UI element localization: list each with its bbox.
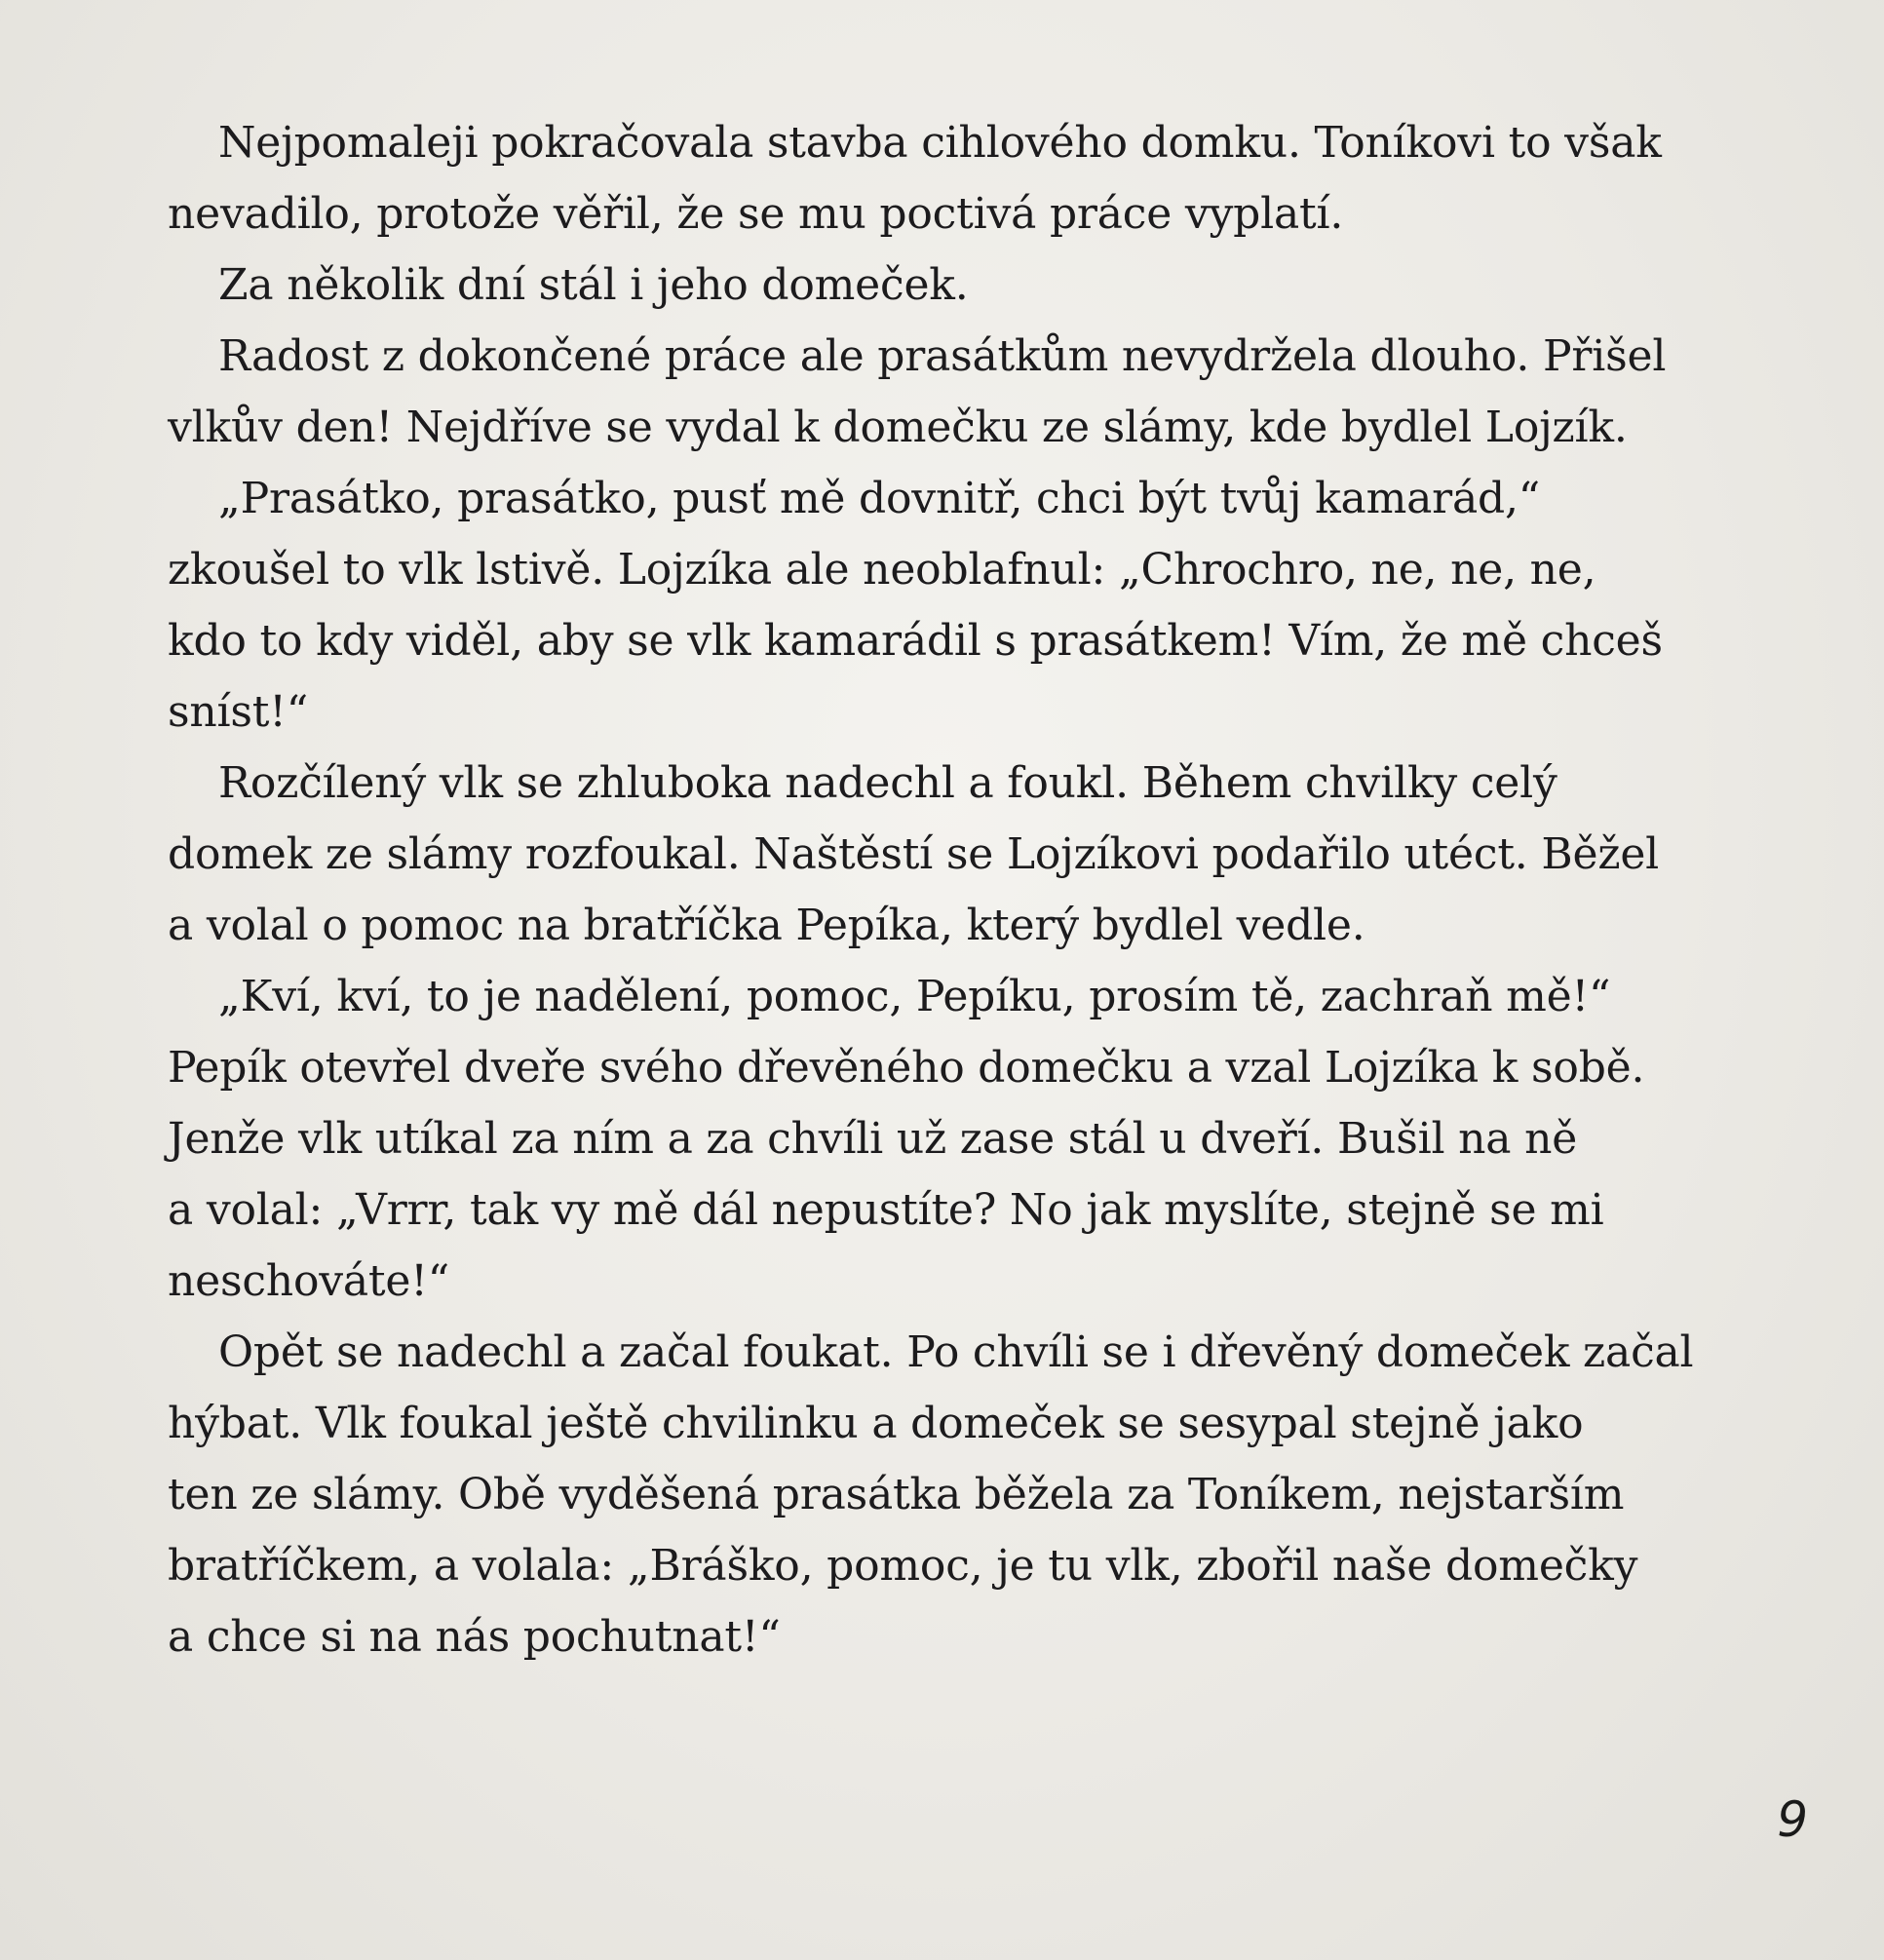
text-line: Nejpomaleji pokračovala stavba cihlového domku. Toníkovi to však bbox=[218, 118, 1662, 168]
text-line: sníst!“ bbox=[168, 687, 309, 737]
text-line: Za několik dní stál i jeho domeček. bbox=[218, 260, 969, 310]
text-line: Rozčílený vlk se zhluboka nadechl a foukl. Během chvilky celý bbox=[218, 758, 1557, 808]
text-line: ten ze slámy. Obě vyděšená prasátka běžela za Toníkem, nejstarším bbox=[168, 1470, 1625, 1519]
text-line: domek ze slámy rozfoukal. Naštěstí se Lojzíkovi podařilo utéct. Běžel bbox=[168, 829, 1660, 879]
text-line: zkoušel to vlk lstivě. Lojzíka ale neoblafnul: „Chrochro, ne, ne, ne, bbox=[168, 545, 1596, 595]
text-line: vlkův den! Nejdříve se vydal k domečku ze slámy, kde bydlel Lojzík. bbox=[168, 403, 1628, 452]
text-line: a volal: „Vrrr, tak vy mě dál nepustíte? No jak myslíte, stejně se mi bbox=[168, 1185, 1604, 1235]
text-line: Opět se nadechl a začal foukat. Po chvíli se i dřevěný domeček začal bbox=[218, 1327, 1694, 1377]
text-line: Jenže vlk utíkal za ním a za chvíli už zase stál u dveří. Bušil na ně bbox=[168, 1114, 1578, 1164]
text-line: Pepík otevřel dveře svého dřevěného domečku a vzal Lojzíka k sobě. bbox=[168, 1043, 1645, 1093]
text-line: nevadilo, protože věřil, že se mu poctivá práce vyplatí. bbox=[168, 189, 1344, 239]
text-line: Radost z dokončené práce ale prasátkům nevydržela dlouho. Přišel bbox=[218, 331, 1667, 381]
story-text bbox=[168, 107, 1694, 1672]
text-line: a volal o pomoc na bratříčka Pepíka, který bydlel vedle. bbox=[168, 901, 1365, 950]
text-line: „Kví, kví, to je nadělení, pomoc, Pepíku, prosím tě, zachraň mě!“ bbox=[218, 972, 1611, 1021]
text-line: „Prasátko, prasátko, pusť mě dovnitř, chci být tvůj kamarád,“ bbox=[218, 474, 1541, 523]
text-line: bratříčkem, a volala: „Bráško, pomoc, je tu vlk, zbořil naše domečky bbox=[168, 1541, 1638, 1591]
page-number: 9 bbox=[1777, 1791, 1808, 1848]
text-line: neschováte!“ bbox=[168, 1256, 450, 1306]
text-line: kdo to kdy viděl, aby se vlk kamarádil s prasátkem! Vím, že mě chceš bbox=[168, 616, 1663, 666]
text-line: a chce si na nás pochutnat!“ bbox=[168, 1612, 781, 1662]
text-line: hýbat. Vlk foukal ještě chvilinku a domeček se sesypal stejně jako bbox=[168, 1399, 1584, 1448]
